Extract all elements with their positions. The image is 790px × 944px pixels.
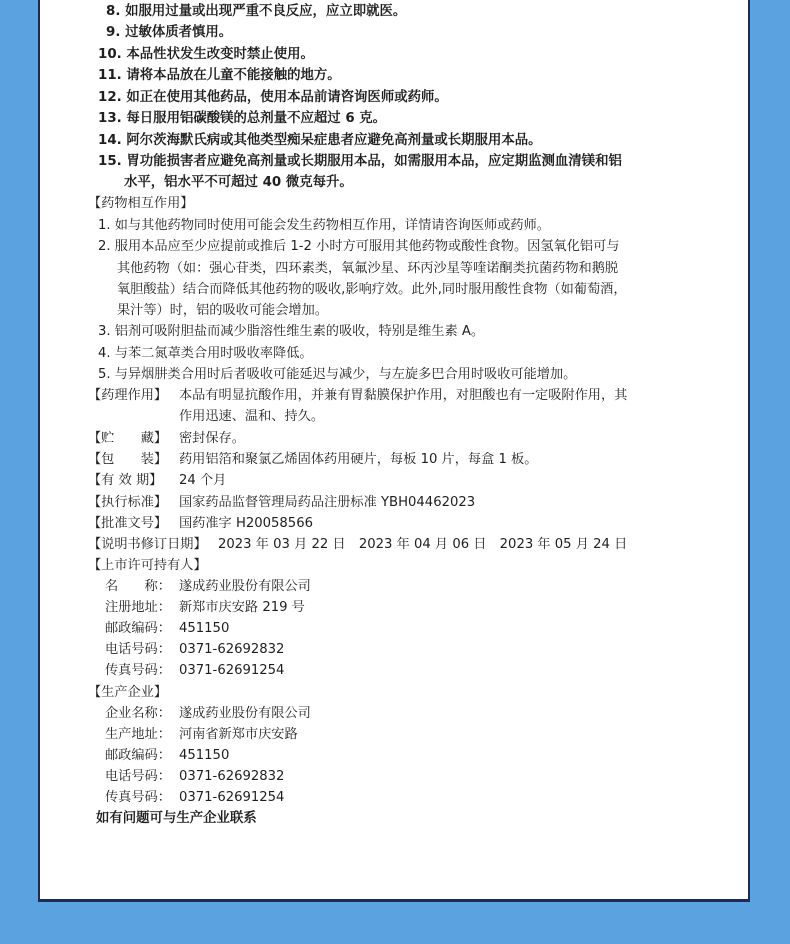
manufacturer-value: 451150 (179, 748, 230, 763)
holder-value: 遂成药业股份有限公司 (179, 579, 311, 594)
holder-label: 注册地址： (105, 600, 171, 615)
warning-item (98, 89, 448, 107)
warning-item (106, 3, 406, 21)
section-heading-storage: 【贮 藏】 (88, 431, 168, 446)
holder-value: 0371-62691254 (179, 663, 285, 678)
manufacturer-value: 遂成药业股份有限公司 (179, 706, 311, 721)
interaction-item: 5. 与异烟肼类合用时后者吸收可能延迟与减少，与左旋多巴合用时吸收可能增加。 (98, 367, 577, 382)
holder-label: 电话号码： (105, 642, 171, 657)
manufacturer-label: 电话号码： (105, 769, 171, 784)
warning-item (106, 24, 232, 42)
pharmacology-text: 作用迅速、温和、持久。 (179, 409, 325, 424)
warning-text: 阿尔茨海默氏病或其他类型痴呆症患者应避免高剂量或长期服用本品。 (126, 133, 542, 148)
pharmacology-text: 本品有明显抗酸作用，并兼有胃黏膜保护作用，对胆酸也有一定吸附作用，其 (179, 388, 628, 403)
warning-text: 本品性状发生改变时禁止使用。 (126, 47, 314, 62)
holder-value: 新郑市庆安路 219 号 (179, 600, 305, 615)
validity-value: 24 个月 (179, 473, 227, 488)
holder-label: 邮政编码： (105, 621, 171, 636)
manufacturer-value: 0371-62692832 (179, 769, 285, 784)
warning-number: 13. (98, 111, 122, 126)
manufacturer-value: 0371-62691254 (179, 790, 285, 805)
warning-text: 每日服用铝碳酸镁的总剂量不应超过 6 克。 (126, 111, 387, 126)
section-heading-interactions: 【药物相互作用】 (88, 196, 194, 211)
warning-text: 如服用过量或出现严重不良反应，应立即就医。 (125, 4, 407, 19)
interaction-continuation: 其他药物（如：强心苷类，四环素类，氧氟沙星、环丙沙星等喹诺酮类抗菌药物和鹅脱 (117, 261, 619, 276)
warning-number: 9. (106, 25, 121, 40)
manufacturer-label: 企业名称： (105, 706, 171, 721)
warning-text: 胃功能损害者应避免高剂量或长期服用本品，如需服用本品，应定期监测血清镁和铝 (126, 154, 622, 169)
warning-text: 过敏体质者慎用。 (125, 25, 233, 40)
warning-number: 8. (106, 4, 121, 19)
revision-value: 2023 年 03 月 22 日 2023 年 04 月 06 日 2023 年 05 月 24 日 (218, 537, 628, 552)
holder-label: 名 称： (105, 579, 171, 594)
warning-item (98, 67, 341, 85)
interaction-continuation: 果汁等）时，铝的吸收可能会增加。 (117, 303, 328, 318)
section-heading-holder: 【上市许可持有人】 (88, 558, 207, 573)
section-heading-revision: 【说明书修订日期】 (88, 537, 207, 552)
interaction-item: 3. 铝剂可吸附胆盐而减少脂溶性维生素的吸收，特别是维生素 A。 (98, 324, 485, 339)
warning-text: 请将本品放在儿童不能接触的地方。 (126, 68, 341, 83)
standard-value: 国家药品监督管理局药品注册标准 YBH04462023 (179, 495, 476, 510)
package-value: 药用铝箔和聚氯乙烯固体药用硬片，每板 10 片，每盒 1 板。 (179, 452, 538, 467)
manufacturer-label: 邮政编码： (105, 748, 171, 763)
warning-number: 14. (98, 133, 122, 148)
section-heading-approval: 【批准文号】 (88, 516, 168, 531)
holder-value: 0371-62692832 (179, 642, 285, 657)
interaction-continuation: 氧胆酸盐）结合而降低其他药物的吸收,影响疗效。此外,同时服用酸性食物（如葡萄酒， (117, 282, 627, 297)
section-heading-manufacturer: 【生产企业】 (88, 685, 168, 700)
warning-number: 10. (98, 47, 122, 62)
warning-number: 12. (98, 90, 122, 105)
warning-text: 如正在使用其他药品，使用本品前请咨询医师或药师。 (126, 90, 448, 105)
holder-label: 传真号码： (105, 663, 171, 678)
manufacturer-label: 生产地址： (105, 727, 171, 742)
section-heading-package: 【包 装】 (88, 452, 168, 467)
holder-value: 451150 (179, 621, 230, 636)
interaction-item: 2. 服用本品应至少应提前或推后 1-2 小时方可服用其他药物或酸性食物。因氢氧化铝可与 (98, 239, 620, 254)
contact-note: 如有问题可与生产企业联系 (96, 811, 257, 826)
manufacturer-label: 传真号码： (105, 790, 171, 805)
manufacturer-value: 河南省新郑市庆安路 (179, 727, 298, 742)
section-heading-standard: 【执行标准】 (88, 495, 168, 510)
warning-item (98, 153, 622, 171)
warning-number: 11. (98, 68, 122, 83)
leaflet-card (38, 0, 750, 902)
warning-item (98, 132, 542, 150)
interaction-item: 1. 如与其他药物同时使用可能会发生药物相互作用，详情请咨询医师或药师。 (98, 218, 550, 233)
storage-value: 密封保存。 (179, 431, 245, 446)
warning-item (98, 110, 386, 128)
interaction-item: 4. 与苯二氮䓬类合用时吸收率降低。 (98, 346, 313, 361)
section-heading-pharmacology: 【药理作用】 (88, 388, 168, 403)
section-heading-validity: 【有 效 期】 (88, 473, 163, 488)
approval-value: 国药准字 H20058566 (179, 516, 313, 531)
warning-item (98, 46, 314, 64)
warning-continuation: 水平，铝水平不可超过 40 微克每升。 (124, 175, 353, 190)
warning-number: 15. (98, 154, 122, 169)
